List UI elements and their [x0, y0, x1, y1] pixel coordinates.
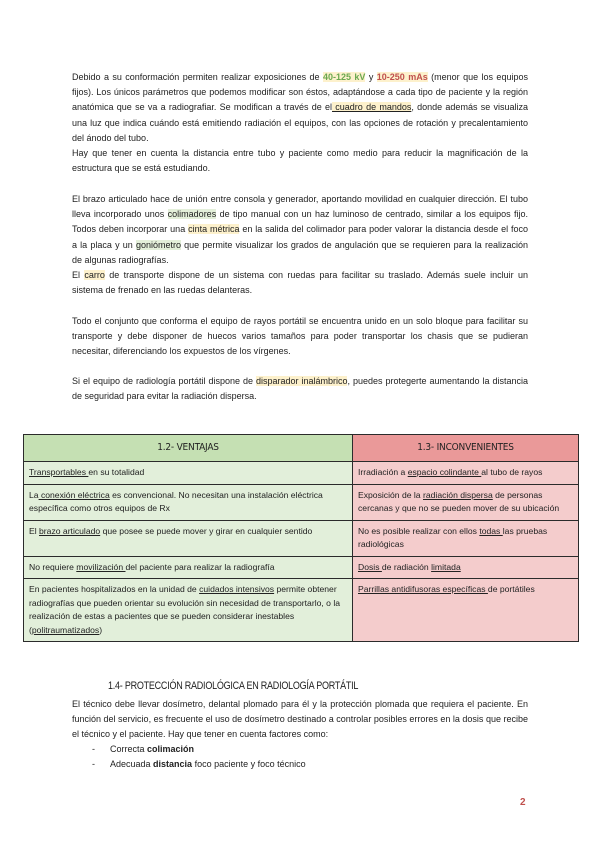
carro-term: carro	[84, 270, 105, 280]
table-row	[24, 579, 579, 642]
paragraph-exposure	[72, 70, 528, 146]
section-body: El técnico debe llevar dosímetro, delantal plomado para él y la protección plomada que requiera el paciente. En función del servicio, es frecuente el uso de dosímetro destinado a controlar posibles errores en la dosis que recibe el técnico y el paciente. Hay que tener en cuenta factores como:	[72, 699, 528, 740]
text: en la salida del colimador para poder valorar la distancia desde el foco a la placa y un	[72, 224, 528, 250]
disadvantage-cell: Parrillas antidifusoras específicas de portátiles	[353, 579, 579, 642]
paragraph-conjunto: Todo el conjunto que conforma el equipo de rayos portátil se encuentra unido en un solo bloque para facilitar su transporte y debe disponer de huecos varios tamaños para poder transportar los chasis que se pudieran necesitar, diferenciando los expuestos de los vírgenes.	[72, 316, 528, 357]
text: Si el equipo de radiología portátil dispone de	[72, 376, 256, 386]
header-ventajas: 1.2- VENTAJAS	[24, 435, 353, 462]
kv-range: 40-125 kV	[322, 72, 366, 82]
paragraph-disparador	[72, 374, 528, 404]
advantage-cell: El brazo articulado que posee se puede mover y girar en cualquier sentido	[24, 520, 353, 556]
disparador-term: disparador inalámbrico	[255, 376, 348, 386]
list-item: - Correcta colimación	[84, 742, 306, 757]
disadvantage-cell: Dosis de radiación limitada	[353, 556, 579, 579]
advantage-cell: Transportables en su totalidad	[24, 462, 353, 485]
advantage-cell: La conexión eléctrica es convencional. No necesitan una instalación eléctrica específica como otros equipos de Rx	[24, 484, 353, 520]
text: y	[365, 72, 377, 82]
advantage-cell: No requiere movilización del paciente para realizar la radiografía	[24, 556, 353, 579]
goniometro-term: goniómetro	[135, 239, 181, 250]
text: , puedes protegerte aumentando la distancia de seguridad para evitar la radiación dispersa.	[72, 376, 528, 402]
table-row	[24, 520, 579, 556]
paragraph-carro	[72, 268, 528, 298]
text: , donde además se visualiza una luz que indica cuándo está emitiendo radiación el equipos, con las opciones de rotación y precalentamiento del ánodo del tubo.	[72, 102, 528, 143]
paragraph-brazo	[72, 192, 528, 268]
text: El brazo articulado hace de unión entre consola y generador, aportando movilidad en cualquier dirección. El tubo lleva incorporado unos	[72, 194, 528, 220]
text: El	[72, 270, 85, 280]
section-title: 1.4- PROTECCIÓN RADIOLÓGICA EN RADIOLOGÍA PORTÁTIL	[108, 680, 359, 692]
table-row	[24, 462, 579, 485]
text: de tipo manual con un haz luminoso de centrado, similar a los equipos fijo. Todos deben incorporar una	[72, 209, 529, 235]
cuadro-de-mandos: cuadro de mandos	[332, 102, 412, 113]
cinta-metrica-term: cinta métrica	[188, 224, 240, 235]
factor-list	[84, 742, 306, 772]
colimadores-term: colimadores	[167, 209, 217, 220]
mas-range: 10-250 mAs	[376, 72, 428, 82]
table-row	[24, 484, 579, 520]
disadvantage-cell: Irradiación a espacio colindante al tubo de rayos	[353, 462, 579, 485]
text: que permite visualizar los grados de angulación que se requieren para la realización de algunas radiografías.	[72, 239, 528, 265]
list-item: - Adecuada distancia foco paciente y foco técnico	[84, 757, 306, 772]
table-header-row	[24, 435, 579, 462]
advantage-cell: En pacientes hospitalizados en la unidad de cuidados intensivos permite obtener radiografías que pueden orientar su evolución sin necesidad de transportarlo, o la realización de estas a pacientes que se pueden considerar inestables (politraumatizados)	[24, 579, 353, 642]
text: de transporte dispone de un sistema con ruedas para facilitar su traslado. Además suele incluir un sistema de frenado en las ruedas delanteras.	[72, 270, 528, 296]
paragraph-distance: Hay que tener en cuenta la distancia entre tubo y paciente como medio para reducir la magnificación de la estructura que se está estudiando.	[72, 148, 528, 174]
text: (menor que los equipos fijos). Los únicos parámetros que podemos modificar son éstos, adaptándose a cada tipo de paciente y la región anatómica que se va a radiografiar. Se modifican a través de el	[72, 72, 528, 113]
advantages-disadvantages-table	[23, 434, 579, 642]
page-number: 2	[520, 797, 526, 808]
header-inconvenientes: 1.3- INCONVENIENTES	[353, 435, 579, 462]
text: Debido a su conformación permiten realizar exposiciones de	[72, 72, 323, 82]
table-row	[24, 556, 579, 579]
disadvantage-cell: No es posible realizar con ellos todas las pruebas radiológicas	[353, 520, 579, 556]
disadvantage-cell: Exposición de la radiación dispersa de personas cercanas y que no se pueden mover de su ubicación	[353, 484, 579, 520]
